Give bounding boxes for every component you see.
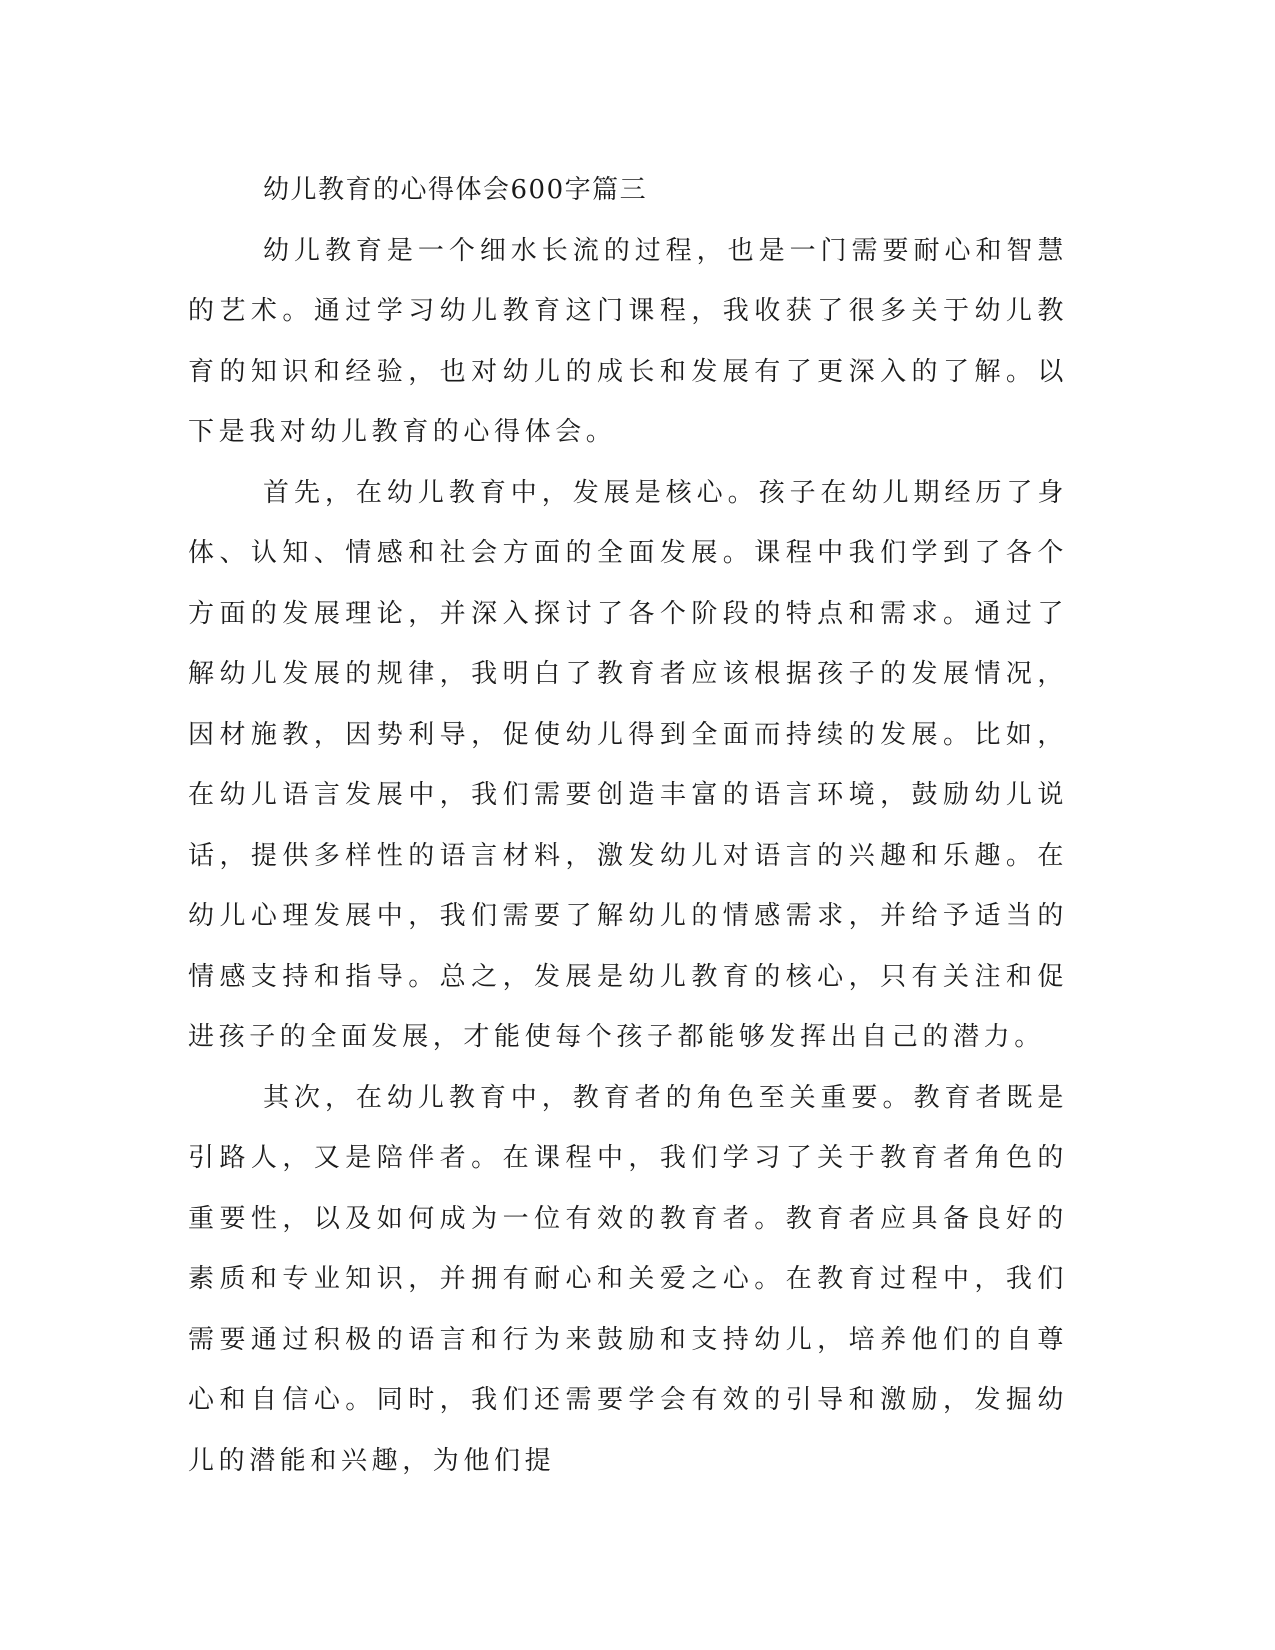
paragraph-intro: 幼儿教育是一个细水长流的过程，也是一门需要耐心和智慧的艺术。通过学习幼儿教育这门课程，我收获了很多关于幼儿教育的知识和经验，也对幼儿的成长和发展有了更深入的了解。以下是我对幼儿教育的心得体会。 — [188, 235, 1068, 447]
document-title: 幼儿教育的心得体会600字篇三 — [263, 175, 648, 205]
document-body — [188, 160, 1068, 1491]
paragraph-educator-role: 其次，在幼儿教育中，教育者的角色至关重要。教育者既是引路人，又是陪伴者。在课程中，我们学习了关于教育者角色的重要性，以及如何成为一位有效的教育者。教育者应具备良好的素质和专业知识，并拥有耐心和关爱之心。在教育过程中，我们需要通过积极的语言和行为来鼓励和支持幼儿，培养他们的自尊心和自信心。同时，我们还需要学会有效的引导和激励，发掘幼儿的潜能和兴趣，为他们提 — [188, 1082, 1068, 1476]
paragraph-development: 首先，在幼儿教育中，发展是核心。孩子在幼儿期经历了身体、认知、情感和社会方面的全面发展。课程中我们学到了各个方面的发展理论，并深入探讨了各个阶段的特点和需求。通过了解幼儿发展的规律，我明白了教育者应该根据孩子的发展情况，因材施教，因势利导，促使幼儿得到全面而持续的发展。比如，在幼儿语言发展中，我们需要创造丰富的语言环境，鼓励幼儿说话，提供多样性的语言材料，激发幼儿对语言的兴趣和乐趣。在幼儿心理发展中，我们需要了解幼儿的情感需求，并给予适当的情感支持和指导。总之，发展是幼儿教育的核心，只有关注和促进孩子的全面发展，才能使每个孩子都能够发挥出自己的潜力。 — [188, 477, 1068, 1052]
